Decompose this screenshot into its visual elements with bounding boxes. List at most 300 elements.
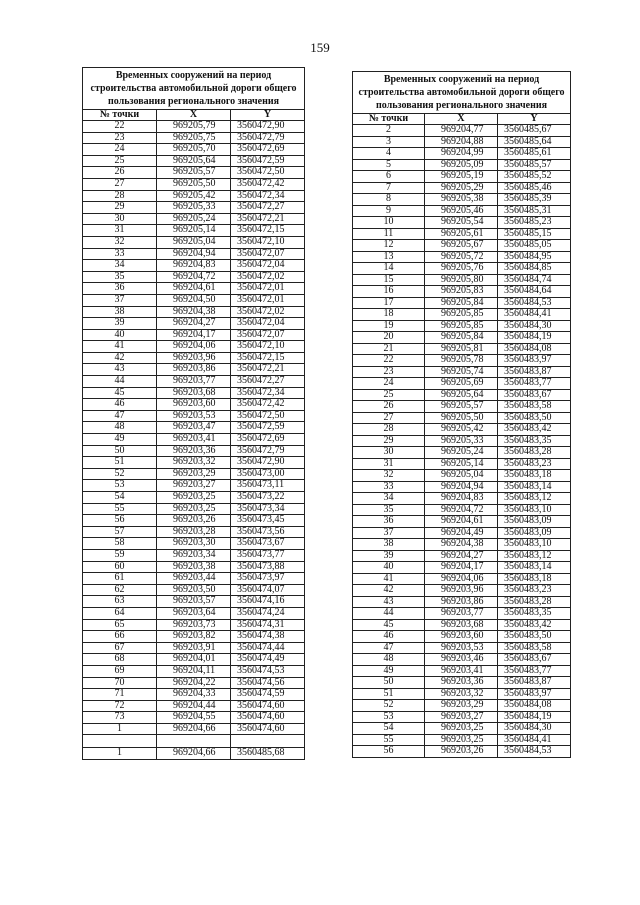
y-coordinate-cell: 3560483,28 bbox=[498, 447, 571, 459]
point-number-cell: 55 bbox=[83, 503, 157, 515]
y-coordinate-cell: 3560485,31 bbox=[498, 205, 571, 217]
table-row bbox=[83, 631, 305, 643]
x-coordinate-cell: 969205,84 bbox=[425, 332, 498, 344]
table-row bbox=[353, 343, 571, 355]
table-row bbox=[353, 642, 571, 654]
y-coordinate-cell: 3560474,60 bbox=[231, 723, 305, 735]
point-number-cell: 42 bbox=[83, 352, 157, 364]
y-coordinate-cell: 3560483,18 bbox=[498, 573, 571, 585]
table-row bbox=[353, 274, 571, 286]
x-coordinate-cell: 969203,96 bbox=[425, 585, 498, 597]
y-coordinate-cell: 3560472,02 bbox=[231, 306, 305, 318]
table-row bbox=[353, 711, 571, 723]
table-row bbox=[83, 526, 305, 538]
point-number-cell: 72 bbox=[83, 700, 157, 712]
y-coordinate-cell: 3560483,87 bbox=[498, 366, 571, 378]
x-coordinate-cell: 969203,41 bbox=[425, 665, 498, 677]
point-number-cell: 47 bbox=[353, 642, 425, 654]
x-coordinate-cell: 969205,24 bbox=[157, 213, 231, 225]
point-number-cell: 45 bbox=[83, 387, 157, 399]
point-number-cell: 17 bbox=[353, 297, 425, 309]
x-coordinate-cell: 969203,44 bbox=[157, 573, 231, 585]
point-number-cell: 68 bbox=[83, 654, 157, 666]
x-coordinate-cell: 969204,55 bbox=[157, 712, 231, 724]
table-row bbox=[83, 121, 305, 133]
table-row bbox=[83, 665, 305, 677]
y-coordinate-cell: 3560474,49 bbox=[231, 654, 305, 666]
x-coordinate-cell: 969205,69 bbox=[425, 378, 498, 390]
y-coordinate-cell: 3560485,64 bbox=[498, 136, 571, 148]
y-coordinate-cell: 3560484,64 bbox=[498, 286, 571, 298]
y-coordinate-cell: 3560474,60 bbox=[231, 712, 305, 724]
table-row bbox=[353, 677, 571, 689]
column-header-point: № точки bbox=[353, 114, 425, 125]
table-row bbox=[83, 619, 305, 631]
y-coordinate-cell: 3560485,57 bbox=[498, 159, 571, 171]
table-row bbox=[353, 194, 571, 206]
y-coordinate-cell: 3560474,44 bbox=[231, 642, 305, 654]
table-row bbox=[353, 665, 571, 677]
y-coordinate-cell: 3560483,10 bbox=[498, 539, 571, 551]
point-number-cell: 23 bbox=[353, 366, 425, 378]
table-row bbox=[353, 355, 571, 367]
point-number-cell: 67 bbox=[83, 642, 157, 654]
x-coordinate-cell: 969204,72 bbox=[425, 504, 498, 516]
x-coordinate-cell: 969204,66 bbox=[157, 723, 231, 735]
x-coordinate-cell: 969205,42 bbox=[157, 190, 231, 202]
x-coordinate-cell: 969204,17 bbox=[425, 562, 498, 574]
x-coordinate-cell: 969205,50 bbox=[157, 178, 231, 190]
table-row bbox=[353, 481, 571, 493]
point-number-cell: 38 bbox=[83, 306, 157, 318]
point-number-cell: 42 bbox=[353, 585, 425, 597]
table-row bbox=[83, 329, 305, 341]
y-coordinate-cell: 3560483,58 bbox=[498, 642, 571, 654]
point-number-cell: 6 bbox=[353, 171, 425, 183]
table-row bbox=[353, 424, 571, 436]
table-row bbox=[353, 182, 571, 194]
x-coordinate-cell: 969205,74 bbox=[425, 366, 498, 378]
table-row bbox=[83, 748, 305, 760]
point-number-cell: 10 bbox=[353, 217, 425, 229]
table-row bbox=[353, 550, 571, 562]
point-number-cell: 44 bbox=[353, 608, 425, 620]
x-coordinate-cell: 969203,25 bbox=[425, 723, 498, 735]
x-coordinate-cell: 969205,50 bbox=[425, 412, 498, 424]
x-coordinate-cell: 969205,33 bbox=[157, 202, 231, 214]
x-coordinate-cell: 969203,29 bbox=[425, 700, 498, 712]
table-row bbox=[353, 320, 571, 332]
column-header-y: Y bbox=[498, 114, 571, 125]
y-coordinate-cell: 3560483,35 bbox=[498, 608, 571, 620]
y-coordinate-cell: 3560483,42 bbox=[498, 619, 571, 631]
x-coordinate-cell: 969205,75 bbox=[157, 132, 231, 144]
point-number-cell: 69 bbox=[83, 665, 157, 677]
x-coordinate-cell: 969205,19 bbox=[425, 171, 498, 183]
x-coordinate-cell: 969204,94 bbox=[157, 248, 231, 260]
y-coordinate-cell: 3560484,74 bbox=[498, 274, 571, 286]
x-coordinate-cell: 969203,34 bbox=[157, 549, 231, 561]
x-coordinate-cell: 969204,94 bbox=[425, 481, 498, 493]
point-number-cell: 46 bbox=[83, 399, 157, 411]
table-row bbox=[353, 401, 571, 413]
table-row bbox=[83, 271, 305, 283]
y-coordinate-cell: 3560472,01 bbox=[231, 294, 305, 306]
table-row bbox=[353, 412, 571, 424]
point-number-cell: 39 bbox=[83, 318, 157, 330]
point-number-cell: 50 bbox=[83, 445, 157, 457]
x-coordinate-cell: 969204,72 bbox=[157, 271, 231, 283]
point-number-cell: 23 bbox=[83, 132, 157, 144]
y-coordinate-cell: 3560474,60 bbox=[231, 700, 305, 712]
table-row bbox=[83, 492, 305, 504]
point-number-cell: 18 bbox=[353, 309, 425, 321]
y-coordinate-cell: 3560472,59 bbox=[231, 155, 305, 167]
x-coordinate-cell: 969203,91 bbox=[157, 642, 231, 654]
y-coordinate-cell: 3560483,97 bbox=[498, 355, 571, 367]
point-number-cell: 27 bbox=[83, 178, 157, 190]
y-coordinate-cell: 3560472,07 bbox=[231, 248, 305, 260]
table-row bbox=[83, 399, 305, 411]
point-number-cell: 2 bbox=[353, 125, 425, 137]
table-row bbox=[83, 352, 305, 364]
point-number-cell: 32 bbox=[83, 236, 157, 248]
x-coordinate-cell: 969203,25 bbox=[425, 734, 498, 746]
point-number-cell: 24 bbox=[353, 378, 425, 390]
table-row bbox=[353, 516, 571, 528]
x-coordinate-cell: 969205,57 bbox=[157, 167, 231, 179]
y-coordinate-cell: 3560483,58 bbox=[498, 401, 571, 413]
point-number-cell: 54 bbox=[83, 492, 157, 504]
y-coordinate-cell: 3560472,21 bbox=[231, 364, 305, 376]
y-coordinate-cell: 3560483,23 bbox=[498, 458, 571, 470]
table-row bbox=[353, 332, 571, 344]
y-coordinate-cell: 3560484,08 bbox=[498, 343, 571, 355]
y-coordinate-cell: 3560473,11 bbox=[231, 480, 305, 492]
y-coordinate-cell: 3560473,34 bbox=[231, 503, 305, 515]
y-coordinate-cell: 3560473,22 bbox=[231, 492, 305, 504]
x-coordinate-cell: 969203,53 bbox=[425, 642, 498, 654]
point-number-cell: 48 bbox=[83, 422, 157, 434]
table-row bbox=[83, 538, 305, 550]
y-coordinate-cell: 3560483,12 bbox=[498, 550, 571, 562]
y-coordinate-cell: 3560484,30 bbox=[498, 320, 571, 332]
table-row bbox=[353, 240, 571, 252]
point-number-cell: 43 bbox=[353, 596, 425, 608]
y-coordinate-cell: 3560484,30 bbox=[498, 723, 571, 735]
x-coordinate-cell: 969205,54 bbox=[425, 217, 498, 229]
x-coordinate-cell: 969203,77 bbox=[157, 376, 231, 388]
table-row bbox=[83, 689, 305, 701]
y-coordinate-cell: 3560483,50 bbox=[498, 631, 571, 643]
x-coordinate-cell: 969205,38 bbox=[425, 194, 498, 206]
table-row bbox=[83, 294, 305, 306]
table-row bbox=[83, 700, 305, 712]
table-row bbox=[353, 654, 571, 666]
x-coordinate-cell: 969203,26 bbox=[157, 515, 231, 527]
y-coordinate-cell: 3560472,34 bbox=[231, 190, 305, 202]
point-number-cell: 30 bbox=[83, 213, 157, 225]
x-coordinate-cell: 969203,27 bbox=[157, 480, 231, 492]
point-number-cell: 64 bbox=[83, 607, 157, 619]
x-coordinate-cell: 969205,61 bbox=[425, 228, 498, 240]
point-number-cell: 55 bbox=[353, 734, 425, 746]
point-number-cell: 52 bbox=[353, 700, 425, 712]
table-row bbox=[353, 608, 571, 620]
column-header-y: Y bbox=[231, 110, 305, 121]
x-coordinate-cell: 969203,50 bbox=[157, 584, 231, 596]
y-coordinate-cell: 3560472,50 bbox=[231, 167, 305, 179]
x-coordinate-cell: 969204,27 bbox=[425, 550, 498, 562]
y-coordinate-cell: 3560472,07 bbox=[231, 329, 305, 341]
table-row bbox=[353, 447, 571, 459]
table-row bbox=[83, 318, 305, 330]
column-header-x: X bbox=[157, 110, 231, 121]
x-coordinate-cell: 969203,73 bbox=[157, 619, 231, 631]
y-coordinate-cell: 3560485,39 bbox=[498, 194, 571, 206]
point-number-cell: 1 bbox=[83, 723, 157, 735]
point-number-cell: 45 bbox=[353, 619, 425, 631]
x-coordinate-cell: 969204,49 bbox=[425, 527, 498, 539]
x-coordinate-cell: 969205,04 bbox=[425, 470, 498, 482]
point-number-cell: 41 bbox=[353, 573, 425, 585]
point-number-cell: 8 bbox=[353, 194, 425, 206]
point-number-cell: 48 bbox=[353, 654, 425, 666]
y-coordinate-cell: 3560472,90 bbox=[231, 457, 305, 469]
y-coordinate-cell: 3560472,90 bbox=[231, 121, 305, 133]
table-row bbox=[83, 410, 305, 422]
table-row bbox=[83, 445, 305, 457]
x-coordinate-cell: 969205,72 bbox=[425, 251, 498, 263]
table-row bbox=[353, 125, 571, 137]
point-number-cell: 24 bbox=[83, 144, 157, 156]
y-coordinate-cell: 3560483,77 bbox=[498, 665, 571, 677]
y-coordinate-cell: 3560474,24 bbox=[231, 607, 305, 619]
x-coordinate-cell: 969203,96 bbox=[157, 352, 231, 364]
y-coordinate-cell: 3560472,04 bbox=[231, 318, 305, 330]
x-coordinate-cell: 969204,88 bbox=[425, 136, 498, 148]
x-coordinate-cell: 969203,25 bbox=[157, 503, 231, 515]
table-row bbox=[83, 573, 305, 585]
y-coordinate-cell: 3560474,31 bbox=[231, 619, 305, 631]
point-number-cell: 54 bbox=[353, 723, 425, 735]
x-coordinate-cell: 969203,41 bbox=[157, 434, 231, 446]
x-coordinate-cell: 969205,64 bbox=[157, 155, 231, 167]
point-number-cell: 66 bbox=[83, 631, 157, 643]
x-coordinate-cell: 969203,36 bbox=[425, 677, 498, 689]
table-row bbox=[83, 654, 305, 666]
y-coordinate-cell: 3560472,69 bbox=[231, 434, 305, 446]
y-coordinate-cell: 3560484,19 bbox=[498, 711, 571, 723]
point-number-cell: 27 bbox=[353, 412, 425, 424]
y-coordinate-cell: 3560483,28 bbox=[498, 596, 571, 608]
x-coordinate-cell: 969205,14 bbox=[157, 225, 231, 237]
point-number-cell: 26 bbox=[83, 167, 157, 179]
table-row bbox=[83, 236, 305, 248]
y-coordinate-cell: 3560484,95 bbox=[498, 251, 571, 263]
point-number-cell: 25 bbox=[353, 389, 425, 401]
x-coordinate-cell: 969203,68 bbox=[157, 387, 231, 399]
table-row bbox=[353, 228, 571, 240]
x-coordinate-cell: 969205,04 bbox=[157, 236, 231, 248]
x-coordinate-cell: 969204,83 bbox=[157, 260, 231, 272]
point-number-cell: 5 bbox=[353, 159, 425, 171]
table-row bbox=[353, 596, 571, 608]
y-coordinate-cell: 3560483,42 bbox=[498, 424, 571, 436]
y-coordinate-cell: 3560472,69 bbox=[231, 144, 305, 156]
point-number-cell: 28 bbox=[83, 190, 157, 202]
y-coordinate-cell: 3560472,42 bbox=[231, 178, 305, 190]
x-coordinate-cell: 969204,44 bbox=[157, 700, 231, 712]
x-coordinate-cell: 969203,68 bbox=[425, 619, 498, 631]
point-number-cell: 35 bbox=[353, 504, 425, 516]
table-row bbox=[83, 642, 305, 654]
table-row bbox=[83, 735, 305, 748]
y-coordinate-cell: 3560472,27 bbox=[231, 376, 305, 388]
page-number: 159 bbox=[310, 40, 330, 55]
point-number-cell: 60 bbox=[83, 561, 157, 573]
x-coordinate-cell: 969205,46 bbox=[425, 205, 498, 217]
x-coordinate-cell: 969205,24 bbox=[425, 447, 498, 459]
y-coordinate-cell: 3560485,68 bbox=[231, 748, 305, 760]
x-coordinate-cell: 969203,36 bbox=[157, 445, 231, 457]
x-coordinate-cell: 969204,11 bbox=[157, 665, 231, 677]
y-coordinate-cell: 3560484,41 bbox=[498, 309, 571, 321]
y-coordinate-cell: 3560474,07 bbox=[231, 584, 305, 596]
y-coordinate-cell: 3560484,53 bbox=[498, 746, 571, 758]
point-number-cell: 28 bbox=[353, 424, 425, 436]
x-coordinate-cell: 969205,29 bbox=[425, 182, 498, 194]
x-coordinate-cell: 969203,28 bbox=[157, 526, 231, 538]
table-body bbox=[83, 121, 305, 760]
table-row bbox=[353, 286, 571, 298]
table-row bbox=[353, 688, 571, 700]
x-coordinate-cell: 969205,14 bbox=[425, 458, 498, 470]
table-row bbox=[83, 225, 305, 237]
y-coordinate-cell bbox=[231, 735, 305, 748]
table-row bbox=[83, 549, 305, 561]
y-coordinate-cell: 3560485,46 bbox=[498, 182, 571, 194]
y-coordinate-cell: 3560483,67 bbox=[498, 654, 571, 666]
y-coordinate-cell: 3560473,88 bbox=[231, 561, 305, 573]
y-coordinate-cell: 3560472,42 bbox=[231, 399, 305, 411]
table-row bbox=[83, 132, 305, 144]
point-number-cell: 71 bbox=[83, 689, 157, 701]
x-coordinate-cell: 969203,38 bbox=[157, 561, 231, 573]
point-number-cell: 37 bbox=[83, 294, 157, 306]
y-coordinate-cell: 3560472,10 bbox=[231, 236, 305, 248]
x-coordinate-cell: 969203,86 bbox=[157, 364, 231, 376]
point-number-cell: 26 bbox=[353, 401, 425, 413]
y-coordinate-cell: 3560484,53 bbox=[498, 297, 571, 309]
table-row bbox=[353, 205, 571, 217]
table-row bbox=[83, 457, 305, 469]
x-coordinate-cell: 969205,09 bbox=[425, 159, 498, 171]
x-coordinate-cell: 969204,38 bbox=[157, 306, 231, 318]
point-number-cell: 30 bbox=[353, 447, 425, 459]
y-coordinate-cell: 3560472,21 bbox=[231, 213, 305, 225]
point-number-cell: 70 bbox=[83, 677, 157, 689]
point-number-cell: 51 bbox=[353, 688, 425, 700]
table-row bbox=[353, 458, 571, 470]
point-number-cell: 73 bbox=[83, 712, 157, 724]
table-row bbox=[83, 584, 305, 596]
x-coordinate-cell: 969205,83 bbox=[425, 286, 498, 298]
point-number-cell: 46 bbox=[353, 631, 425, 643]
x-coordinate-cell: 969204,50 bbox=[157, 294, 231, 306]
table-title: Временных сооружений на период строительства автомобильной дороги общего пользования регионального значения bbox=[83, 68, 305, 110]
point-number-cell: 40 bbox=[83, 329, 157, 341]
x-coordinate-cell: 969203,53 bbox=[157, 410, 231, 422]
y-coordinate-cell: 3560485,61 bbox=[498, 148, 571, 160]
y-coordinate-cell: 3560483,09 bbox=[498, 516, 571, 528]
table-row bbox=[353, 470, 571, 482]
point-number-cell: 59 bbox=[83, 549, 157, 561]
y-coordinate-cell: 3560483,09 bbox=[498, 527, 571, 539]
point-number-cell: 65 bbox=[83, 619, 157, 631]
y-coordinate-cell: 3560485,23 bbox=[498, 217, 571, 229]
table-row bbox=[353, 217, 571, 229]
point-number-cell: 41 bbox=[83, 341, 157, 353]
x-coordinate-cell: 969205,78 bbox=[425, 355, 498, 367]
coordinates-table-right bbox=[352, 71, 571, 758]
table-row bbox=[353, 493, 571, 505]
point-number-cell: 25 bbox=[83, 155, 157, 167]
point-number-cell: 47 bbox=[83, 410, 157, 422]
table-row bbox=[83, 155, 305, 167]
table-row bbox=[83, 167, 305, 179]
point-number-cell: 39 bbox=[353, 550, 425, 562]
table-row bbox=[353, 619, 571, 631]
table-row bbox=[83, 178, 305, 190]
point-number-cell: 32 bbox=[353, 470, 425, 482]
point-number-cell: 21 bbox=[353, 343, 425, 355]
y-coordinate-cell: 3560483,18 bbox=[498, 470, 571, 482]
y-coordinate-cell: 3560472,79 bbox=[231, 132, 305, 144]
y-coordinate-cell: 3560473,00 bbox=[231, 468, 305, 480]
x-coordinate-cell: 969204,38 bbox=[425, 539, 498, 551]
table-row bbox=[353, 366, 571, 378]
table-row bbox=[83, 596, 305, 608]
table-row bbox=[353, 573, 571, 585]
table-row bbox=[353, 539, 571, 551]
table-row bbox=[83, 376, 305, 388]
y-coordinate-cell: 3560483,12 bbox=[498, 493, 571, 505]
x-coordinate-cell: 969204,22 bbox=[157, 677, 231, 689]
x-coordinate-cell bbox=[157, 735, 231, 748]
y-coordinate-cell: 3560484,08 bbox=[498, 700, 571, 712]
point-number-cell: 1 bbox=[83, 748, 157, 760]
point-number-cell: 53 bbox=[83, 480, 157, 492]
y-coordinate-cell: 3560474,59 bbox=[231, 689, 305, 701]
y-coordinate-cell: 3560483,50 bbox=[498, 412, 571, 424]
y-coordinate-cell: 3560472,50 bbox=[231, 410, 305, 422]
y-coordinate-cell: 3560472,04 bbox=[231, 260, 305, 272]
point-number-cell: 19 bbox=[353, 320, 425, 332]
x-coordinate-cell: 969203,82 bbox=[157, 631, 231, 643]
point-number-cell: 44 bbox=[83, 376, 157, 388]
x-coordinate-cell: 969203,32 bbox=[425, 688, 498, 700]
y-coordinate-cell: 3560473,77 bbox=[231, 549, 305, 561]
point-number-cell: 13 bbox=[353, 251, 425, 263]
x-coordinate-cell: 969205,57 bbox=[425, 401, 498, 413]
y-coordinate-cell: 3560484,85 bbox=[498, 263, 571, 275]
point-number-cell: 51 bbox=[83, 457, 157, 469]
x-coordinate-cell: 969203,57 bbox=[157, 596, 231, 608]
point-number-cell: 36 bbox=[83, 283, 157, 295]
point-number-cell: 9 bbox=[353, 205, 425, 217]
x-coordinate-cell: 969203,60 bbox=[425, 631, 498, 643]
